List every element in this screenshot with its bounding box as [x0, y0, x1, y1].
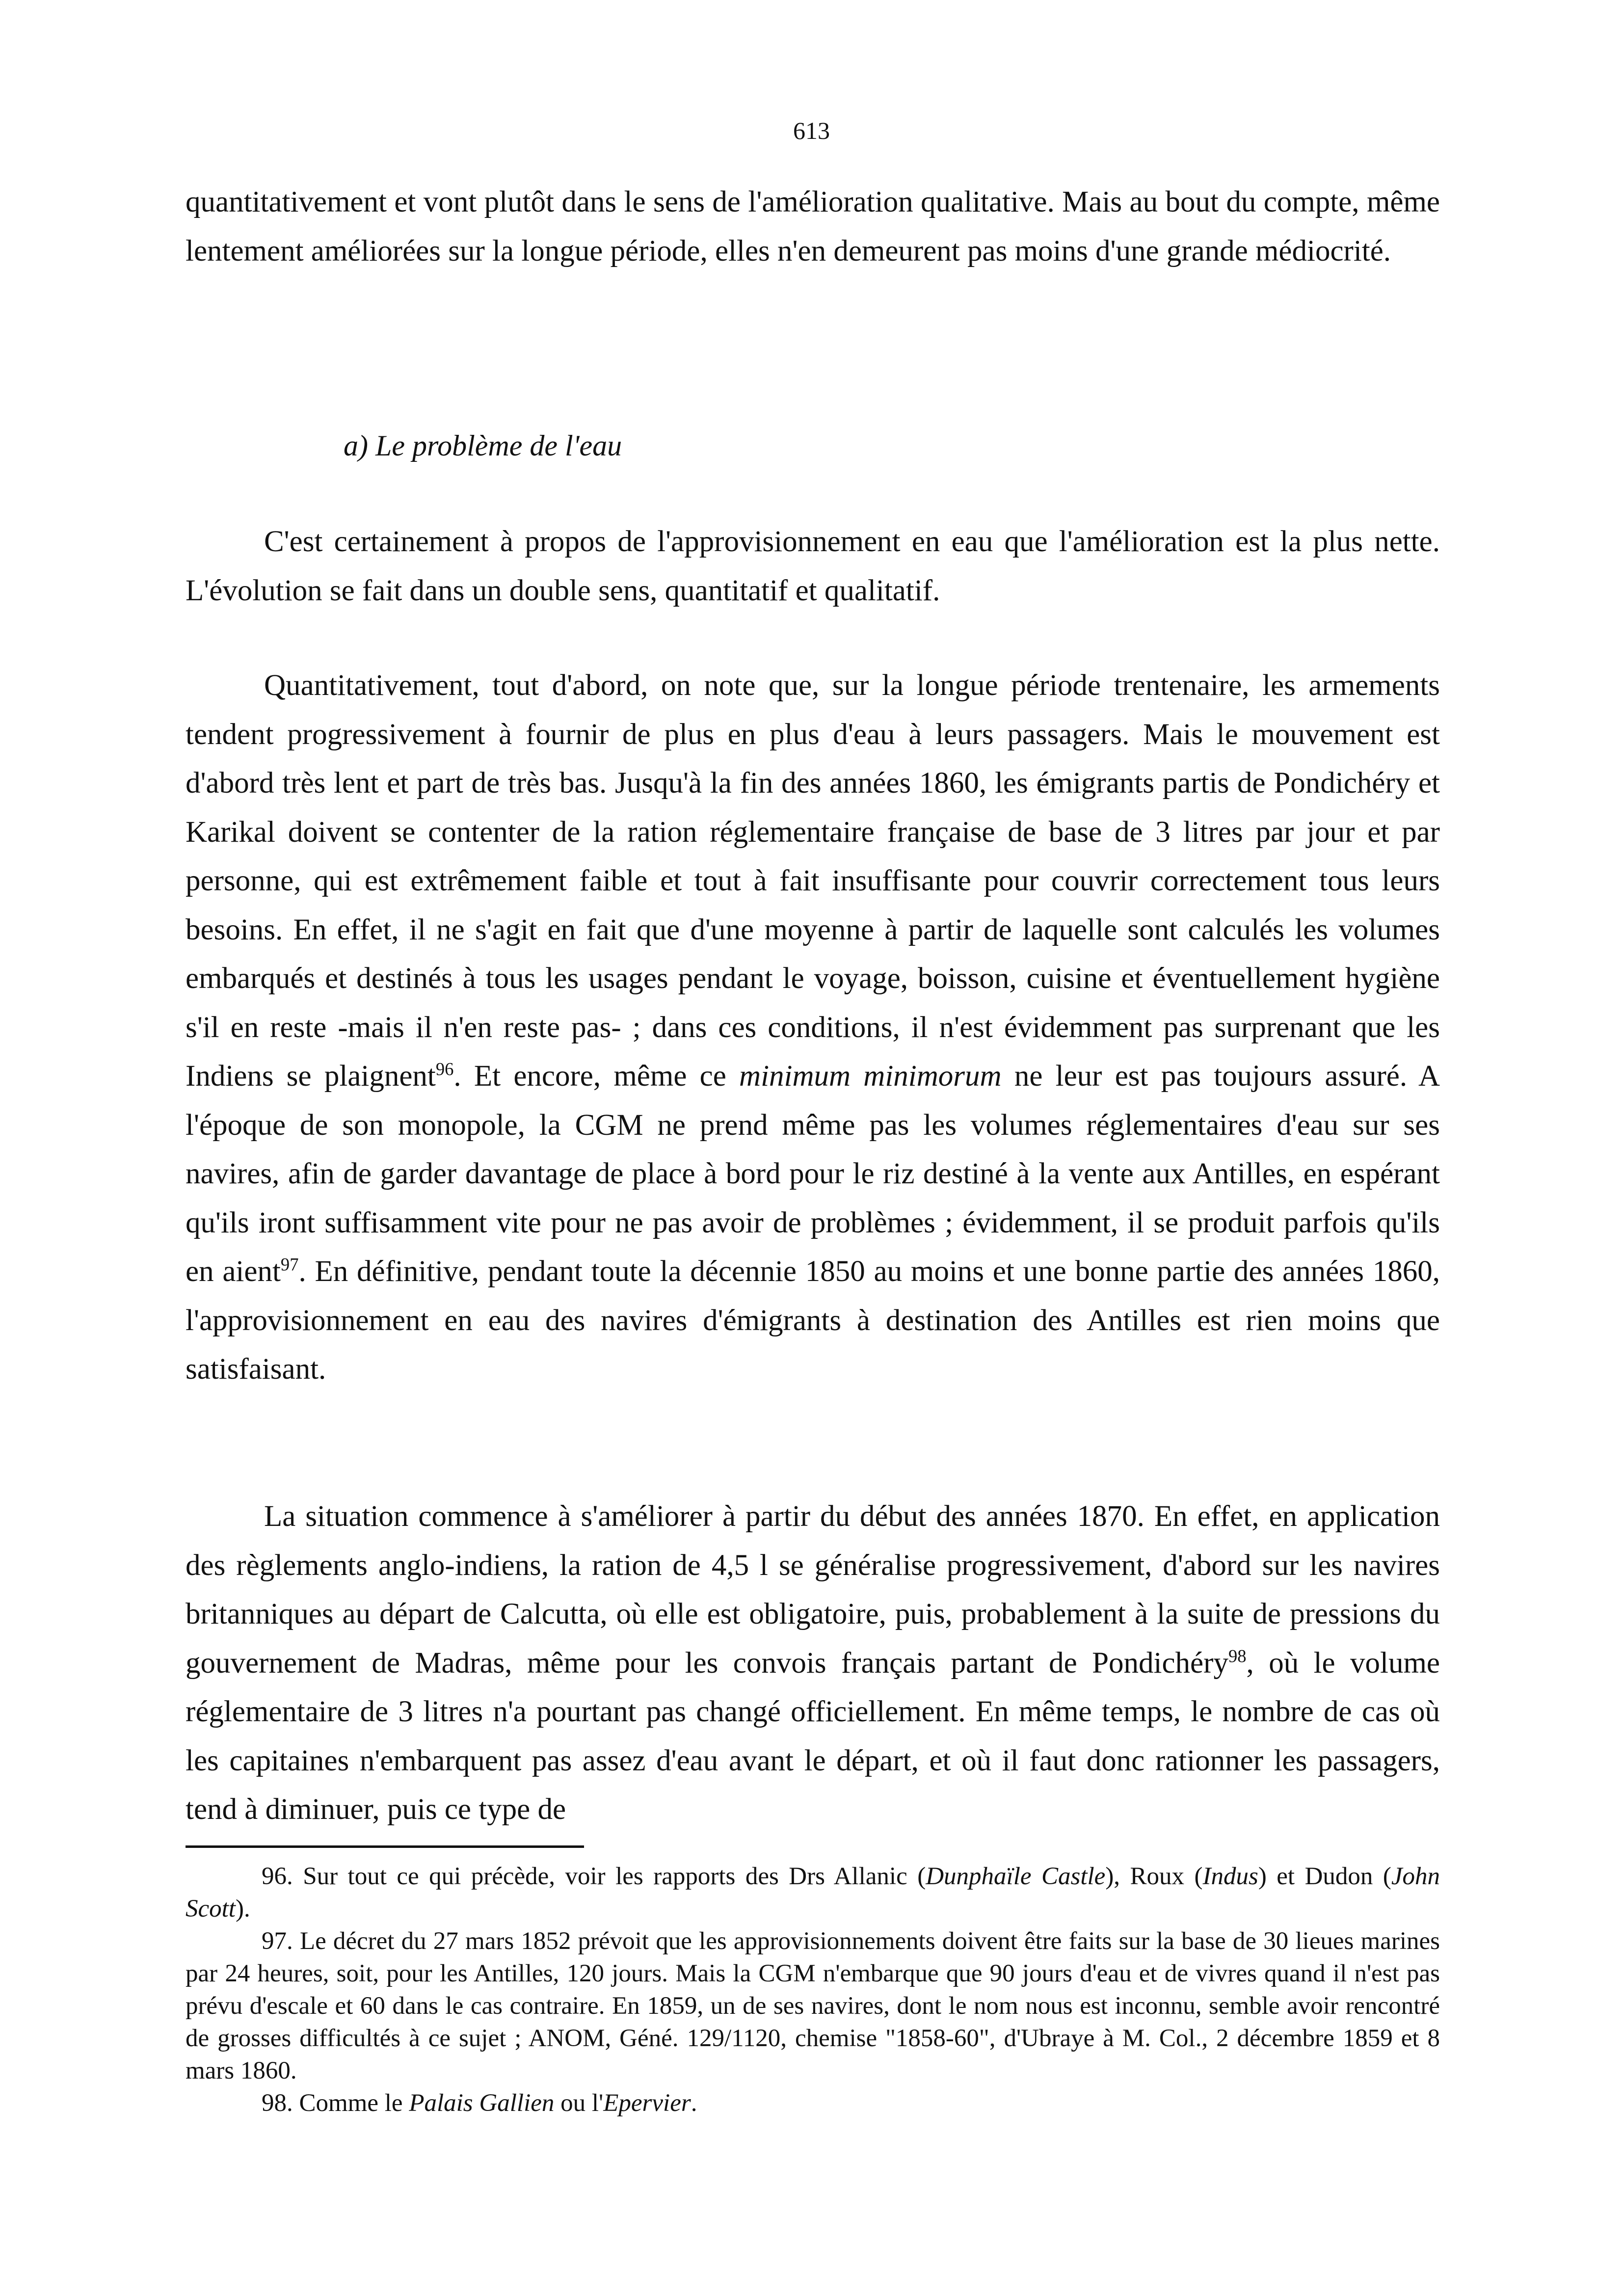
paragraph-3-text	[186, 1492, 1440, 1834]
latin-phrase: minimum minimorum	[739, 1060, 1002, 1093]
footnotes	[186, 1860, 1440, 2119]
intro-text: quantitativement et vont plutôt dans le sens de l'amélioration qualitative. Mais au bout du compte, même lentement améliorées sur la longue période, elles n'en demeurent pas moins d'une grande médiocrité.	[186, 186, 1440, 267]
paragraph-3-part-a: La situation commence à s'améliorer à partir du début des années 1870. En effet, en application des règlements anglo-indiens, la ration de 4,5 l se généralise progressivement, d'abord sur les navires britanniques au départ de Calcutta, où elle est obligatoire, puis, probablement à la suite de pressions du gouvernement de Madras, même pour les convois français partant de Pondichéry	[186, 1500, 1440, 1680]
paragraph-3	[186, 1492, 1440, 1834]
section-heading: a) Le problème de l'eau	[344, 429, 622, 462]
paragraph-2-part-b: . Et encore, même ce	[453, 1060, 740, 1093]
footnote-97: 97. Le décret du 27 mars 1852 prévoit que les approvisionnements doivent être faits sur la base de 30 lieues marines par 24 heures, soit, pour les Antilles, 120 jours. Mais la CGM n'embarque que 90 jours d'eau et de vivres quand il n'est pas prévu d'escale et 60 dans le cas contraire. En 1859, un de ses navires, dont le nom nous est inconnu, semble avoir rencontré de grosses difficultés à ce sujet ; ANOM, Géné. 129/1120, chemise "1858-60", d'Ubraye à M. Col., 2 décembre 1859 et 8 mars 1860.	[186, 1927, 1440, 2084]
page-number: 613	[793, 117, 830, 144]
paragraph-2-part-d: . En définitive, pendant toute la décennie 1850 au moins et une bonne partie des années 1860, l'approvisionnement en eau des navires d'émigrants à destination des Antilles est rien moins que satisfaisant.	[186, 1255, 1440, 1386]
ship-name: Dunphaïle Castle	[926, 1863, 1106, 1890]
paragraph-1-text: C'est certainement à propos de l'approvisionnement en eau que l'amélioration est la plus nette. L'évolution se fait dans un double sens, quantitatif et qualitatif.	[186, 525, 1440, 607]
ship-name: John Scott	[186, 1863, 1440, 1922]
paragraph-2-part-a: Quantitativement, tout d'abord, on note que, sur la longue période trentenaire, les armements tendent progressivement à fournir de plus en plus d'eau à leurs passagers. Mais le mouvement est d'abord très lent et part de très bas. Jusqu'à la fin des années 1860, les émigrants partis de Pondichéry et Karikal doivent se contenter de la ration réglementaire française de base de 3 litres par jour et par personne, qui est extrêmement faible et tout à fait insuffisante pour couvrir correctement tous leurs besoins. En effet, il ne s'agit en fait que d'une moyenne à partir de laquelle sont calculés les volumes embarqués et destinés à tous les usages pendant le voyage, boisson, cuisine et éventuellement hygiène s'il en reste -mais il n'en reste pas- ; dans ces conditions, il n'est évidemment pas surprenant que les Indiens se plaignent	[186, 669, 1440, 1093]
footnote-separator	[186, 1845, 584, 1848]
paragraph-3-part-b: , où le volume réglementaire de 3 litres n'a pourtant pas changé officiellement. En même temps, le nombre de cas où les capitaines n'embarquent pas assez d'eau avant le départ, et où il faut donc rationner les passagers, tend à diminuer, puis ce type de	[186, 1646, 1440, 1826]
footnote-98: 98. Comme le Palais Gallien ou l'Epervier.	[262, 2089, 697, 2117]
paragraph-1	[186, 517, 1440, 615]
footnote-ref-98[interactable]: 98	[1228, 1646, 1247, 1666]
paragraph-2-text	[186, 661, 1440, 1394]
ship-name: Epervier	[603, 2089, 691, 2117]
paragraph-2-part-c: ne leur est pas toujours assuré. A l'époque de son monopole, la CGM ne prend même pas les volumes réglementaires d'eau sur ses navires, afin de garder davantage de place à bord pour le riz destiné à la vente aux Antilles, en espérant qu'ils iront suffisamment vite pour ne pas avoir de problèmes ; évidemment, il se produit parfois qu'ils en aient	[186, 1060, 1440, 1288]
footnote-ref-96[interactable]: 96	[435, 1059, 454, 1079]
footnote-ref-97[interactable]: 97	[280, 1254, 299, 1275]
ship-name: Indus	[1202, 1863, 1258, 1890]
ship-name: Palais Gallien	[409, 2089, 555, 2117]
footnote-96: 96. Sur tout ce qui précède, voir les rapports des Drs Allanic (Dunphaïle Castle), Roux (Indus) et Dudon (John Scott).	[186, 1863, 1440, 1922]
intro-paragraph	[186, 178, 1440, 275]
paragraph-2	[186, 661, 1440, 1394]
